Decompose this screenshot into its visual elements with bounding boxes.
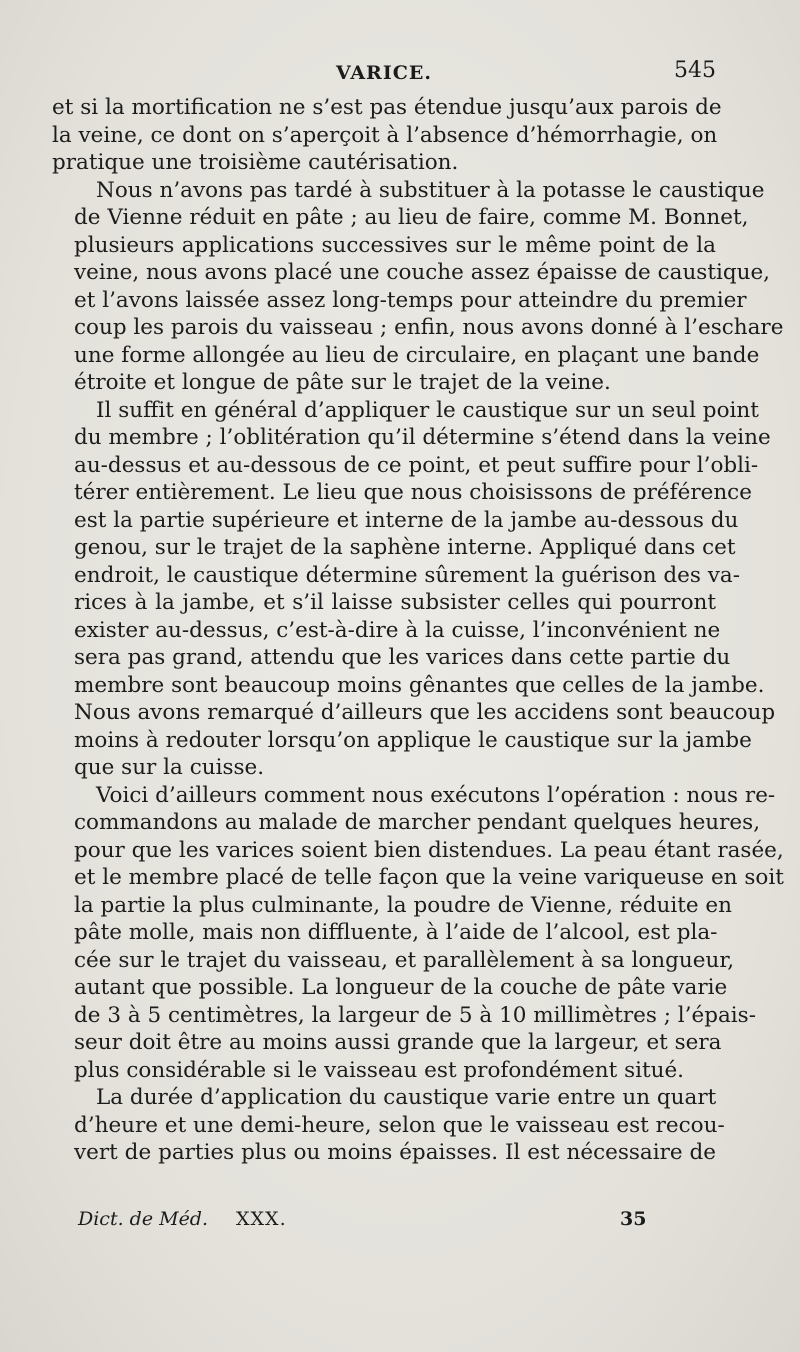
text-line: sera pas grand, attendu que les varices dans cette partie du — [74, 645, 731, 670]
text-line: au-dessus et au-dessous de ce point, et peut suffire pour l’obli- — [74, 452, 759, 478]
text-line: la veine, ce dont on s’aperçoit à l’absence d’hémorrhagie, on — [52, 122, 718, 148]
page-body — [52, 94, 784, 1167]
page-footer — [52, 1208, 716, 1238]
text-line: plusieurs applications successives sur le même point de la — [74, 232, 716, 258]
paragraph — [52, 397, 776, 782]
paragraph — [52, 94, 722, 177]
text-line: vert de parties plus ou moins épaisses. Il est nécessaire de — [74, 1140, 716, 1165]
footer-signature-number: 35 — [620, 1208, 647, 1230]
text-line: exister au-dessus, c’est-à-dire à la cuisse, l’inconvénient ne — [74, 617, 721, 643]
text-line: pratique une troisième cautérisation. — [52, 150, 459, 175]
text-line: rices à la jambe, et s’il laisse subsister celles qui pourront — [74, 590, 716, 615]
text-line: Voici d’ailleurs comment nous exécutons l’opération : nous re- — [96, 782, 776, 808]
text-line: et l’avons laissée assez long-temps pour atteindre du premier — [74, 287, 747, 313]
text-line: est la partie supérieure et interne de la jambe au-dessous du — [74, 507, 739, 533]
text-line: endroit, le caustique détermine sûrement la guérison des va- — [74, 562, 740, 588]
text-line: commandons au malade de marcher pendant quelques heures, — [74, 810, 761, 835]
text-line: du membre ; l’oblitération qu’il détermine s’étend dans la veine — [74, 425, 771, 450]
text-line: moins à redouter lorsqu’on applique le caustique sur la jambe — [74, 727, 752, 753]
text-line: que sur la cuisse. — [74, 755, 265, 780]
running-title: VARICE. — [336, 62, 432, 84]
text-line: pour que les varices soient bien distendues. La peau étant rasée, — [74, 837, 784, 863]
text-line: d’heure et une demi-heure, selon que le vaisseau est recou- — [74, 1112, 725, 1138]
text-line: veine, nous avons placé une couche assez épaisse de caustique, — [74, 260, 771, 285]
text-line: pâte molle, mais non diffluente, à l’aide de l’alcool, est pla- — [74, 920, 718, 945]
text-line: et le membre placé de telle façon que la veine variqueuse en soit — [74, 865, 784, 890]
text-line: autant que possible. La longueur de la couche de pâte varie — [74, 975, 728, 1000]
text-line: seur doit être au moins aussi grande que la largeur, et sera — [74, 1030, 722, 1055]
footer-signature: Dict. de Méd. — [78, 1208, 209, 1230]
page-number: 545 — [674, 58, 716, 83]
text-line: cée sur le trajet du vaisseau, et parallèlement à sa longueur, — [74, 947, 735, 973]
paragraph — [52, 177, 784, 397]
text-line: genou, sur le trajet de la saphène interne. Appliqué dans cet — [74, 535, 736, 560]
text-line: Nous n’avons pas tardé à substituer à la potasse le caustique — [96, 177, 765, 203]
text-line: la partie la plus culminante, la poudre de Vienne, réduite en — [74, 892, 733, 918]
text-line: et si la mortification ne s’est pas étendue jusqu’aux parois de — [52, 95, 722, 120]
paragraph — [52, 1084, 725, 1167]
text-line: étroite et longue de pâte sur le trajet de la veine. — [74, 370, 611, 395]
text-line: térer entièrement. Le lieu que nous choisissons de préférence — [74, 480, 752, 505]
paragraph — [52, 782, 784, 1085]
text-line: membre sont beaucoup moins gênantes que celles de la jambe. — [74, 672, 765, 698]
text-line: une forme allongée au lieu de circulaire, en plaçant une bande — [74, 342, 760, 368]
text-line: de 3 à 5 centimètres, la largeur de 5 à 10 millimètres ; l’épais- — [74, 1002, 756, 1028]
page-header — [52, 58, 716, 88]
text-line: Il suffit en général d’appliquer le caustique sur un seul point — [96, 397, 759, 423]
text-line: de Vienne réduit en pâte ; au lieu de faire, comme M. Bonnet, — [74, 205, 749, 230]
footer-volume: XXX. — [236, 1208, 287, 1230]
text-line: La durée d’application du caustique varie entre un quart — [96, 1085, 717, 1110]
text-line: Nous avons remarqué d’ailleurs que les accidens sont beaucoup — [74, 700, 776, 725]
text-line: plus considérable si le vaisseau est profondément situé. — [74, 1057, 685, 1083]
text-line: coup les parois du vaisseau ; enfin, nous avons donné à l’eschare — [74, 315, 784, 340]
